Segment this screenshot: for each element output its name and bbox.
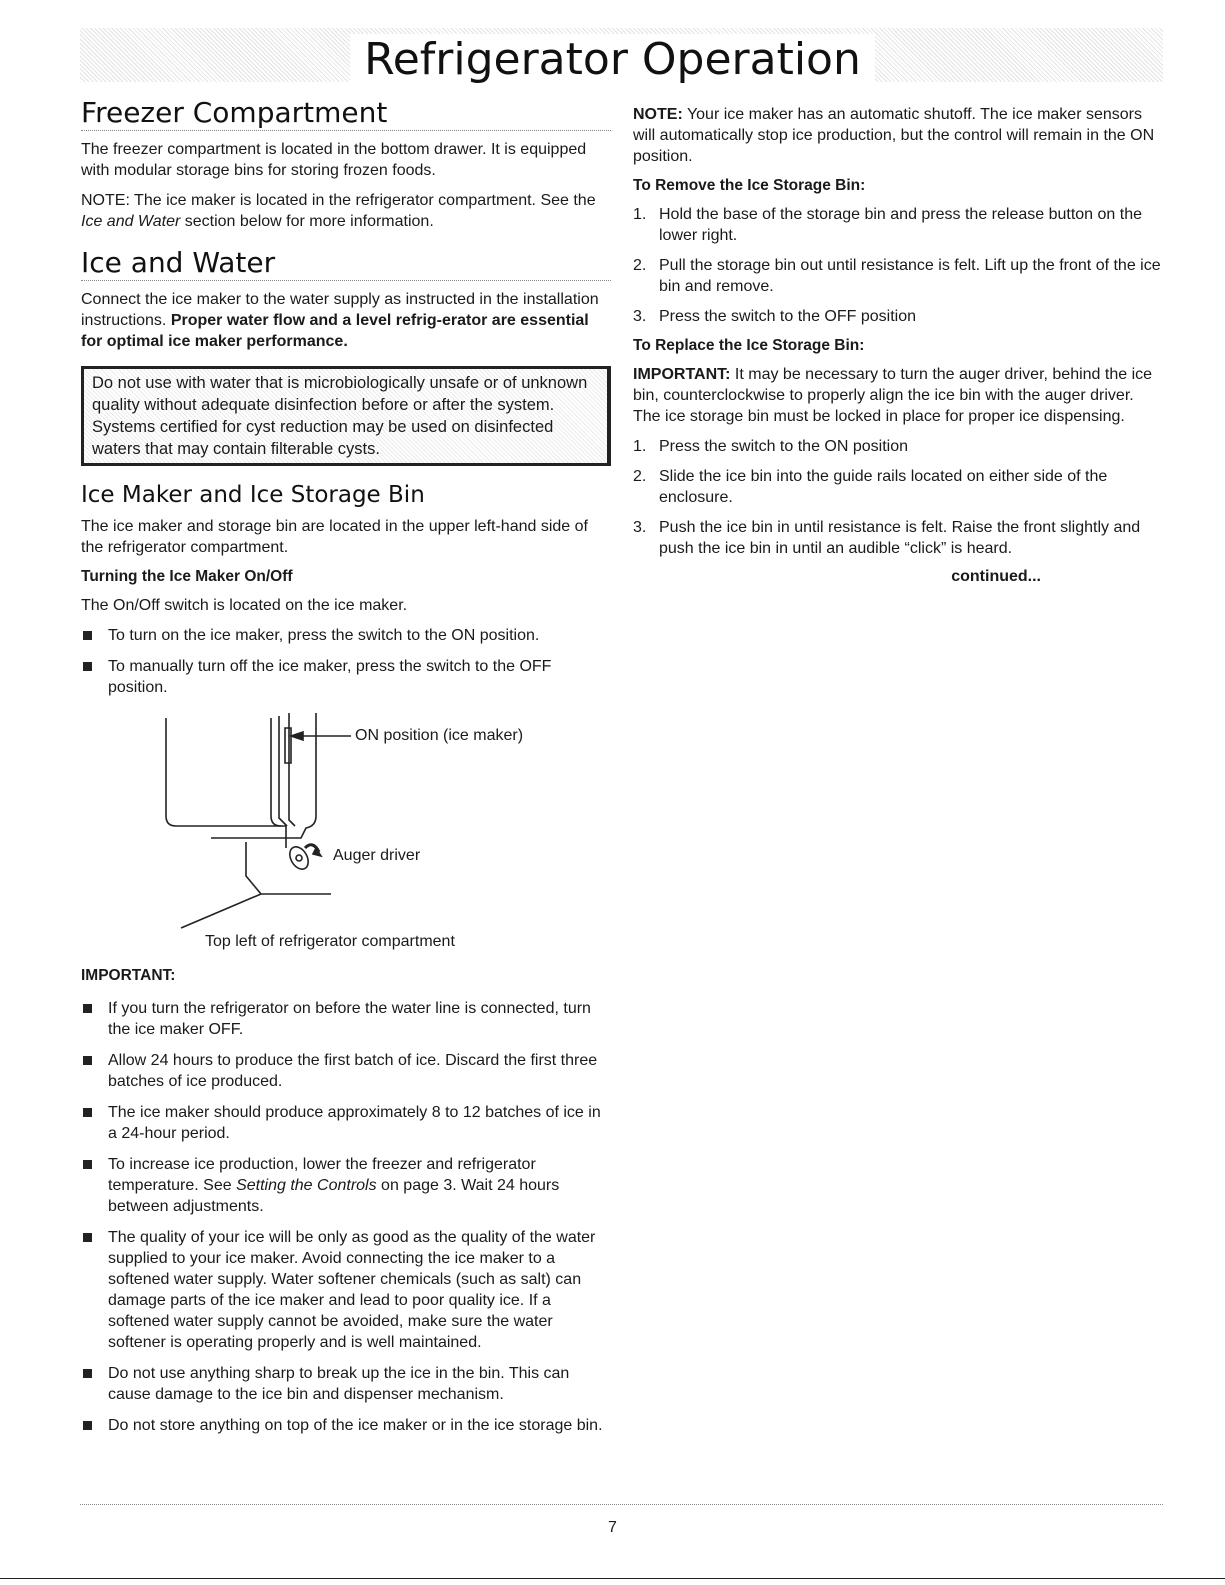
on-position-label: ON position (ice maker) <box>355 727 524 744</box>
step-item: 2. Slide the ice bin into the guide rails located on either side of the enclosure. <box>633 468 1108 506</box>
ice-water-heading: Ice and Water <box>81 246 611 281</box>
step-item: 1. Press the switch to the ON position <box>633 438 908 455</box>
on-off-paragraph: The On/Off switch is located on the ice maker. <box>81 597 408 614</box>
step-item: 2. Pull the storage bin out until resistance is felt. Lift up the front of the ice bin and remove. <box>633 257 1161 295</box>
ice-water-paragraph: Connect the ice maker to the water supply as instructed in the installation instructions. Proper water flow and a level refrig-erator are essential for optimal ice maker performance. <box>81 291 599 350</box>
auger-driver-label: Auger driver <box>333 847 421 864</box>
warning-box: Do not use with water that is microbiologically unsafe or of unknown quality without adequate disinfection before or after the system. Systems certified for cyst reduction may be used on disinfected waters that may contain filterable cysts. <box>81 366 611 466</box>
page-title: Refrigerator Operation <box>0 28 1225 88</box>
list-item: If you turn the refrigerator on before the water line is connected, turn the ice maker OFF. <box>81 998 611 1040</box>
on-off-list <box>81 625 611 698</box>
list-item: The ice maker should produce approximately 8 to 12 batches of ice in a 24-hour period. <box>81 1102 611 1144</box>
ice-maker-diagram <box>81 708 611 958</box>
list-item: To increase ice production, lower the freezer and refrigerator temperature. See Setting the Controls on page 3. Wait 24 hours between adjustments. <box>81 1154 611 1217</box>
step-item: 1. Hold the base of the storage bin and press the release button on the lower right. <box>633 206 1142 244</box>
diagram-caption: Top left of refrigerator compartment <box>205 933 455 950</box>
ice-maker-paragraph: The ice maker and storage bin are located in the upper left-hand side of the refrigerator compartment. <box>81 518 588 556</box>
list-item: The quality of your ice will be only as good as the quality of the water supplied to your ice maker. Avoid connecting the ice maker to a softened water supply. Water softener chemicals (such as salt) can damage parts of the ice maker and lead to poor quality ice. If a softened water supply cannot be avoided, make sure the water softener is operating properly and is well maintained. <box>81 1227 611 1353</box>
on-off-subheading: Turning the Ice Maker On/Off <box>81 568 293 585</box>
left-column <box>81 96 611 1446</box>
auto-shutoff-note: NOTE: Your ice maker has an automatic shutoff. The ice maker sensors will automatically stop ice production, but the control will remain in the ON position. <box>633 106 1155 165</box>
replace-important: IMPORTANT: It may be necessary to turn the auger driver, behind the ice bin, counterclockwise to properly align the ice bin with the auger driver. The ice storage bin must be locked in place for proper ice dispensing. <box>633 366 1153 425</box>
list-item: Do not store anything on top of the ice maker or in the ice storage bin. <box>81 1415 611 1436</box>
bottom-edge-line <box>0 1578 1225 1579</box>
important-list <box>81 998 611 1436</box>
continued-label: continued... <box>951 568 1041 585</box>
step-item: 3. Press the switch to the OFF position <box>633 308 916 325</box>
remove-steps <box>633 204 1161 327</box>
footer-divider <box>80 1504 1163 1505</box>
ice-maker-heading: Ice Maker and Ice Storage Bin <box>81 482 425 508</box>
freezer-note: NOTE: The ice maker is located in the refrigerator compartment. See the Ice and Water section below for more information. <box>81 192 596 230</box>
freezer-heading: Freezer Compartment <box>81 96 611 131</box>
list-item: Do not use anything sharp to break up the ice in the bin. This can cause damage to the ice bin and dispenser mechanism. <box>81 1363 611 1405</box>
list-item: To manually turn off the ice maker, press the switch to the OFF position. <box>81 656 611 698</box>
ice-maker-illustration <box>81 708 611 958</box>
important-label: IMPORTANT: <box>81 967 176 984</box>
replace-steps <box>633 436 1161 559</box>
replace-bin-heading: To Replace the Ice Storage Bin: <box>633 337 865 354</box>
list-item: To turn on the ice maker, press the switch to the ON position. <box>81 625 611 646</box>
freezer-paragraph: The freezer compartment is located in the bottom drawer. It is equipped with modular storage bins for storing frozen foods. <box>81 141 587 179</box>
step-item: 3. Push the ice bin in until resistance is felt. Raise the front slightly and push the ice bin in until an audible “click” is heard. <box>633 519 1141 557</box>
remove-bin-heading: To Remove the Ice Storage Bin: <box>633 177 866 194</box>
page-number: 7 <box>608 1519 617 1536</box>
right-column <box>633 104 1161 586</box>
list-item: Allow 24 hours to produce the first batch of ice. Discard the first three batches of ice produced. <box>81 1050 611 1092</box>
